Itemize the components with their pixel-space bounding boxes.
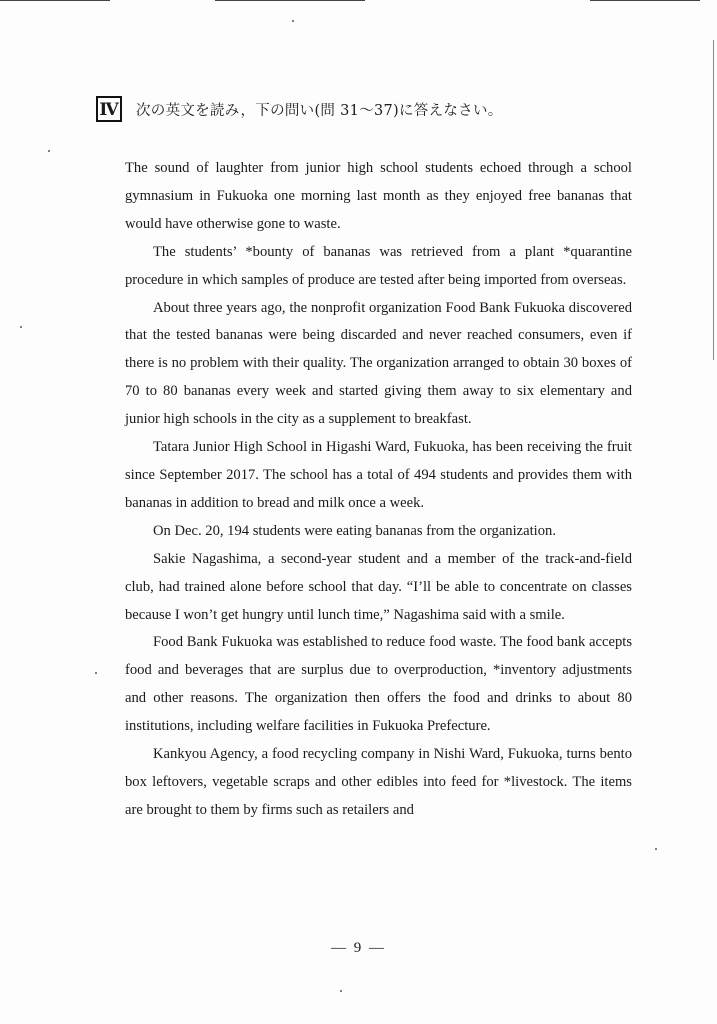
article-paragraph-5: On Dec. 20, 194 students were eating bananas from the organization.	[153, 522, 556, 539]
article-paragraph-4: Tatara Junior High School in Higashi Ward, Fukuoka, has been receiving the fruit since September 2017. The school has a total of 494 students and provides them with bananas in addition to bread and milk once a week.	[125, 439, 632, 511]
scan-speck	[20, 326, 22, 328]
article-paragraph-8: Kankyou Agency, a food recycling company in Nishi Ward, Fukuoka, turns bento box leftovers, vegetable scraps and other edibles into feed for *livestock. The items are brought to them by firms such as retailers and	[125, 746, 632, 818]
scan-top-line-left	[0, 0, 110, 1]
scan-speck	[95, 672, 97, 674]
scan-speck	[292, 20, 294, 22]
scan-top-line-right	[590, 0, 700, 1]
scan-right-edge	[713, 40, 714, 360]
scan-top-line-mid	[215, 0, 365, 1]
scan-speck	[48, 150, 50, 152]
section-number-box: Ⅳ	[96, 96, 122, 122]
article-paragraph-1: The sound of laughter from junior high school students echoed through a school gymnasium in Fukuoka one morning last month as they enjoyed free bananas that would have otherwise gone to waste.	[125, 160, 632, 232]
article-paragraph-2: The students’ *bounty of bananas was retrieved from a plant *quarantine procedure in which samples of produce are tested after being imported from overseas.	[125, 243, 632, 288]
scan-speck	[340, 990, 342, 992]
article-paragraph-3: About three years ago, the nonprofit organization Food Bank Fukuoka discovered that the tested bananas were being discarded and never reached consumers, even if there is no problem with their quality. The organization arranged to obtain 30 boxes of 70 to 80 bananas every week and started giving them away to six elementary and junior high schools in the city as a supplement to breakfast.	[125, 299, 632, 428]
scan-speck	[655, 848, 657, 850]
section-instruction: 次の英文を読み，下の問い(問 31～37)に答えなさい。	[136, 102, 503, 119]
page-number: — 9 —	[331, 940, 386, 956]
section-header	[96, 96, 503, 122]
article-body	[125, 155, 632, 825]
article-paragraph-6: Sakie Nagashima, a second-year student and a member of the track-and-field club, had trained alone before school that day. “I’ll be able to concentrate on classes because I won’t get hungry until lunch time,” Nagashima said with a smile.	[125, 550, 632, 623]
article-paragraph-7: Food Bank Fukuoka was established to reduce food waste. The food bank accepts food and beverages that are surplus due to overproduction, *inventory adjustments and other reasons. The organization then offers the food and drinks to about 80 institutions, including welfare facilities in Fukuoka Prefecture.	[125, 634, 632, 735]
